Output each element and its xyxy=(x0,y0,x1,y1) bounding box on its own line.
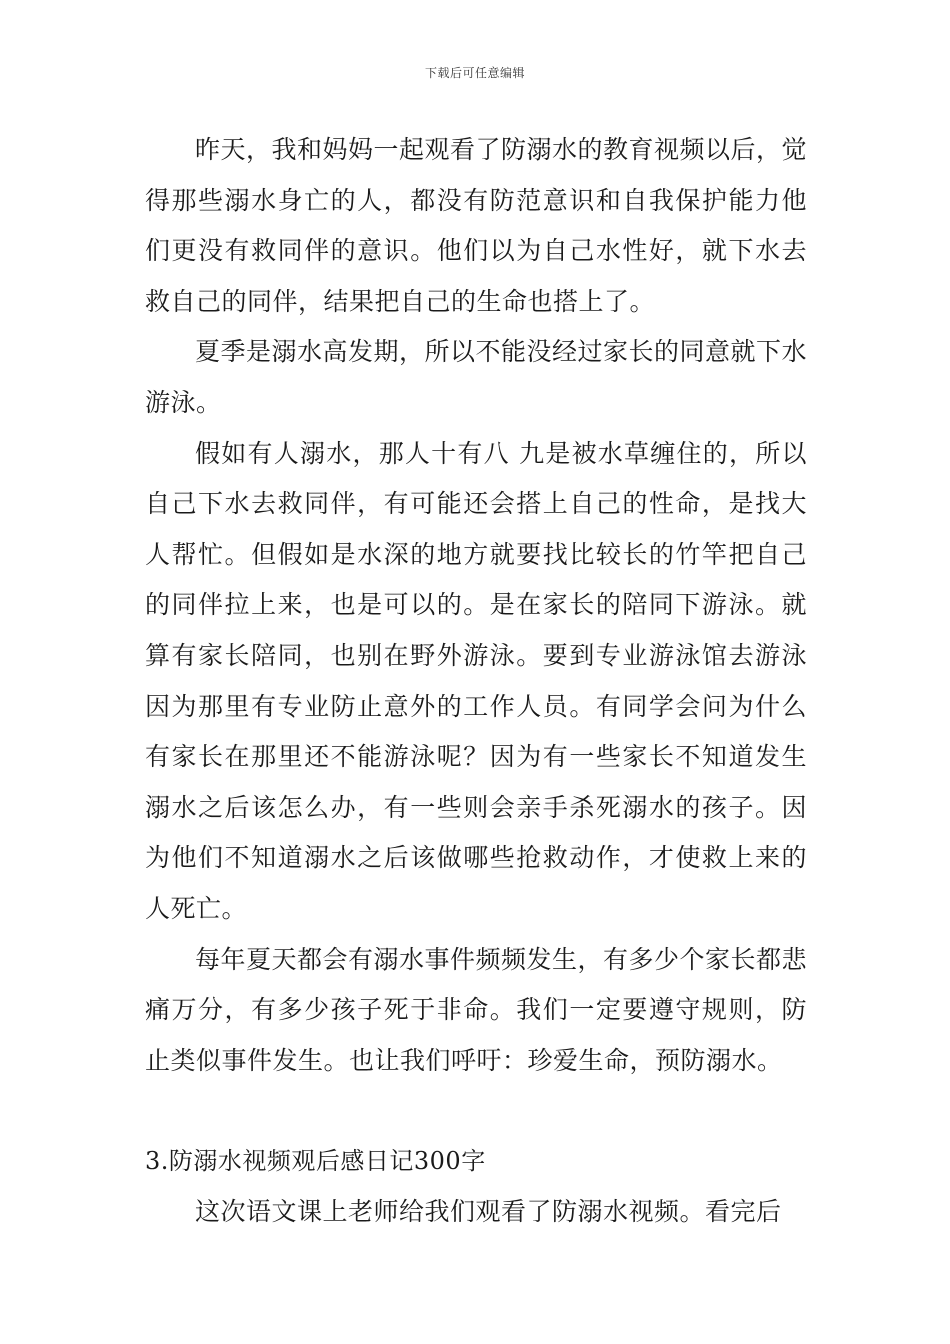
section-title: 3.防溺水视频观后感日记300字 xyxy=(145,1147,486,1176)
paragraph-2: 夏季是溺水高发期，所以不能没经过家长的同意就下水游泳。 xyxy=(145,337,808,417)
paragraph-3: 假如有人溺水，那人十有八 九是被水草缠住的，所以自己下水去救同伴，有可能还会搭上自己的性命，是找大人帮忙。但假如是水深的地方就要找比较长的竹竿把自己的同伴拉上来，也是可以的。是在家长的陪同下游泳。就算有家长陪同，也别在野外游泳。要到专业游泳馆去游泳因为那里有专业防止意外的工作人员。有同学会问为什么有家长在那里还不能游泳呢？因为有一些家长不知道发生溺水之后该怎么办，有一些则会亲手杀死溺水的孩子。因为他们不知道溺水之后该做哪些抢救动作，才使救上来的人死亡。 xyxy=(145,438,807,923)
paragraph-5: 这次语文课上老师给我们观看了防溺水视频。看完后 xyxy=(195,1196,782,1226)
document-body xyxy=(145,125,807,1237)
header-note: 下载后可任意编辑 xyxy=(424,66,525,80)
paragraph-4: 每年夏天都会有溺水事件频频发生，有多少个家长都悲痛万分，有多少孩子死于非命。我们一定要遵守规则，防止类似事件发生。也让我们呼吁：珍爱生命，预防溺水。 xyxy=(145,944,808,1075)
paragraph-1: 昨天，我和妈妈一起观看了防溺水的教育视频以后，觉得那些溺水身亡的人，都没有防范意识和自我保护能力他们更没有救同伴的意识。他们以为自己水性好，就下水去救自己的同伴，结果把自己的生命也搭上了。 xyxy=(145,135,808,316)
